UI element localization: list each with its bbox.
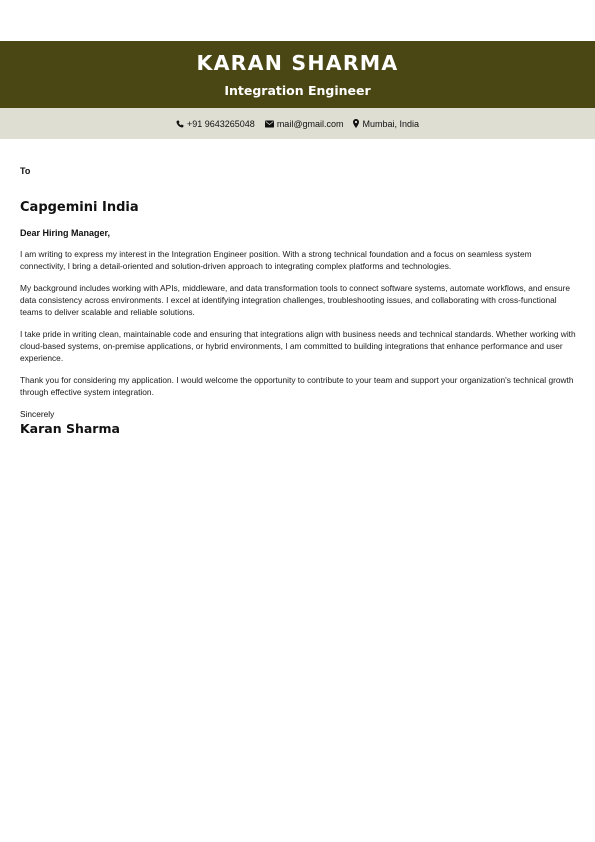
paragraph: I take pride in writing clean, maintainable code and ensuring that integrations align with business needs and technical standards. Whether working with cloud-based systems, on-premise applications, or hybrid environments, I am committed to building integrations that enhance performance and user experience. — [20, 329, 576, 363]
company-name: Capgemini India — [20, 200, 139, 215]
contact-bar — [0, 108, 595, 139]
closing: Sincerely — [20, 409, 55, 419]
paragraph: My background includes working with APIs, middleware, and data transformation tools to connect software systems, automate workflows, and ensure data consistency across environments. I excel at identifying integration challenges, troubleshooting issues, and collaborating with cross-functional teams to deliver scalable and reliable solutions. — [20, 283, 571, 317]
contact-location — [353, 119, 419, 129]
header-banner — [0, 41, 595, 108]
map-marker-icon — [353, 119, 359, 128]
contact-phone — [176, 119, 255, 129]
phone-number: +91 9643265048 — [186, 118, 255, 129]
letter-body — [20, 164, 576, 437]
job-title: Integration Engineer — [224, 83, 371, 98]
candidate-name: KARAN SHARMA — [196, 51, 399, 75]
phone-icon — [176, 120, 184, 128]
envelope-icon — [265, 120, 274, 128]
salutation: Dear Hiring Manager, — [20, 228, 111, 238]
signature: Karan Sharma — [20, 421, 120, 436]
paragraph: Thank you for considering my application. I would welcome the opportunity to contribute to your team and support your organization's technical growth through effective system integration. — [20, 375, 574, 397]
paragraph: I am writing to express my interest in the Integration Engineer position. With a strong technical foundation and a focus on seamless system connectivity, I bring a detail-oriented and solution-driven approach to integrating complex platforms and technologies. — [20, 249, 532, 271]
contact-email — [265, 119, 344, 129]
location-text: Mumbai, India — [362, 118, 419, 129]
email-address: mail@gmail.com — [276, 118, 344, 129]
to-label: To — [20, 166, 31, 176]
